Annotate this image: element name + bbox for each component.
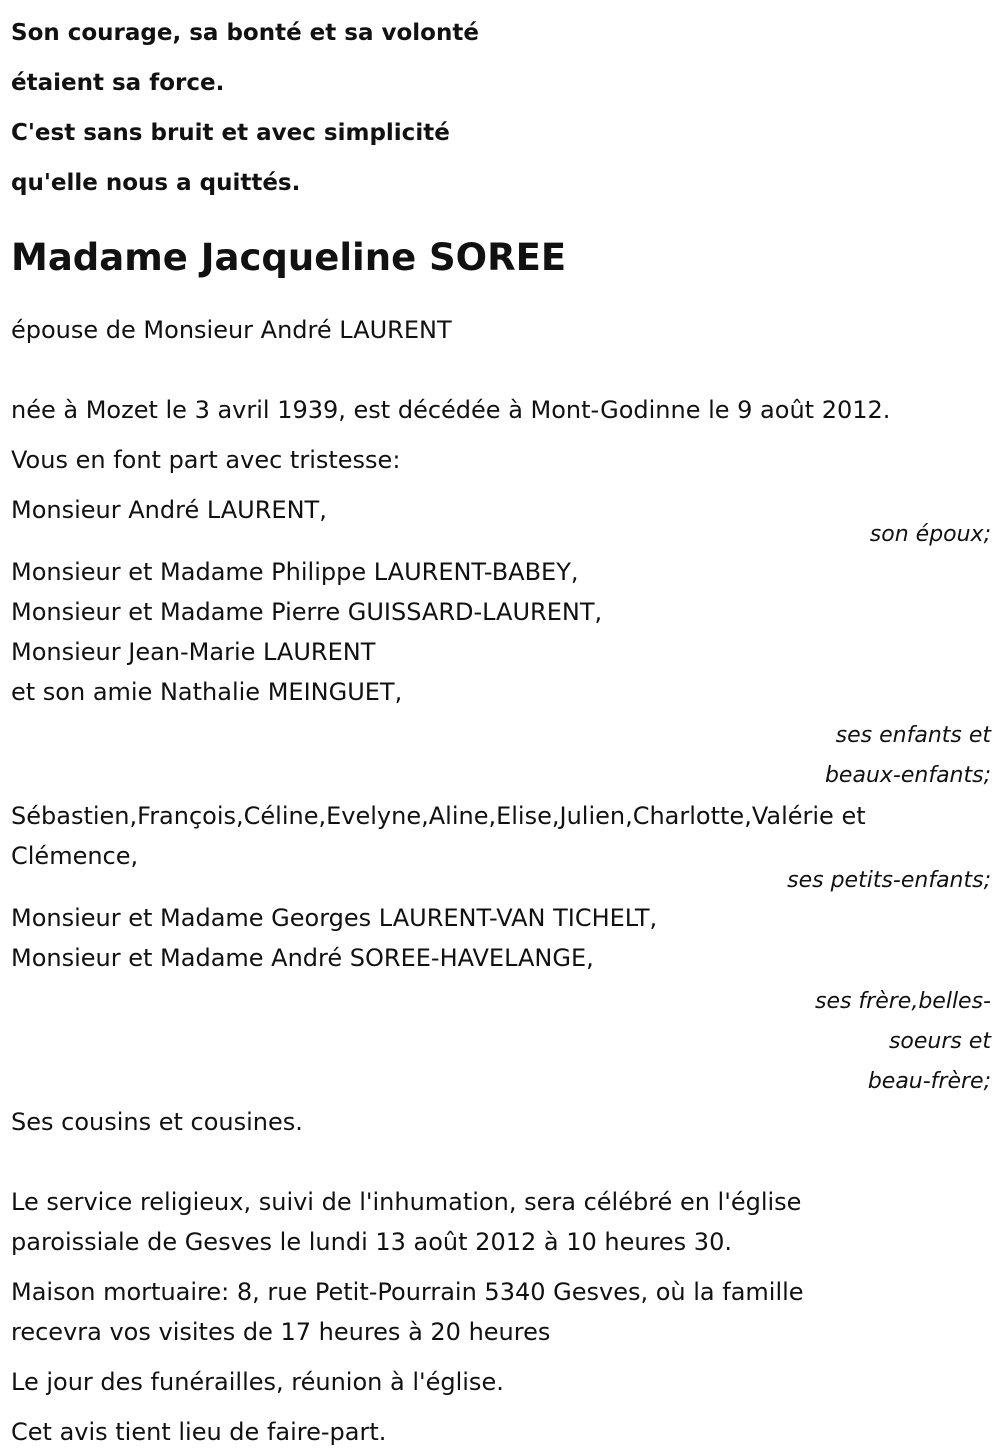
funeral-meeting-line: Le jour des funérailles, réunion à l'église. [11,1368,504,1396]
family-name-line: et son amie Nathalie MEINGUET, [11,678,403,706]
family-group-children [11,552,991,796]
family-name-line: Monsieur André LAURENT, [11,496,327,524]
deceased-name: Madame Jacqueline SOREE [11,236,567,279]
family-name-line: Monsieur et Madame Philippe LAURENT-BABEY, [11,558,579,586]
family-role: ses enfants et [835,723,991,748]
epitaph-quote [11,8,991,208]
cousins-line: Ses cousins et cousines. [11,1108,303,1136]
family-role: son époux; [869,522,991,547]
spouse-line: épouse de Monsieur André LAURENT [11,316,452,344]
mortuary-line: Maison mortuaire: 8, rue Petit-Pourrain 5340 Gesves, où la famille [11,1278,804,1306]
family-role: beau-frère; [867,1069,991,1094]
quote-line: qu'elle nous a quittés. [11,170,301,196]
obituary-document [11,0,991,1452]
family-role: beaux-enfants; [824,763,991,788]
family-name-line: Monsieur Jean-Marie LAURENT [11,638,376,666]
family-group-grandchildren [11,796,991,901]
family-role: ses frère,belles- [814,989,991,1014]
family-group-spouse [11,490,991,555]
family-name-line: Sébastien,François,Céline,Evelyne,Aline,Elise,Julien,Charlotte,Valérie et [11,802,866,830]
family-group-siblings [11,898,991,1102]
notice-line: Cet avis tient lieu de faire-part. [11,1418,387,1446]
service-paragraph [11,1182,991,1262]
family-role: soeurs et [888,1029,991,1054]
quote-line: C'est sans bruit et avec simplicité [11,120,450,146]
family-name-line: Monsieur et Madame André SOREE-HAVELANGE, [11,944,594,972]
family-name-line: Monsieur et Madame Pierre GUISSARD-LAURENT, [11,598,603,626]
quote-line: Son courage, sa bonté et sa volonté [11,20,479,46]
family-role: ses petits-enfants; [787,868,991,893]
mortuary-paragraph [11,1272,991,1352]
mortuary-line: recevra vos visites de 17 heures à 20 heures [11,1318,551,1346]
announce-intro: Vous en font part avec tristesse: [11,446,401,474]
family-name-line: Clémence, [11,842,139,870]
service-line: Le service religieux, suivi de l'inhumation, sera célébré en l'église [11,1188,802,1216]
quote-line: étaient sa force. [11,70,225,96]
birth-death-line: née à Mozet le 3 avril 1939, est décédée à Mont-Godinne le 9 août 2012. [11,396,891,424]
service-line: paroissiale de Gesves le lundi 13 août 2012 à 10 heures 30. [11,1228,732,1256]
family-name-line: Monsieur et Madame Georges LAURENT-VAN TICHELT, [11,904,658,932]
